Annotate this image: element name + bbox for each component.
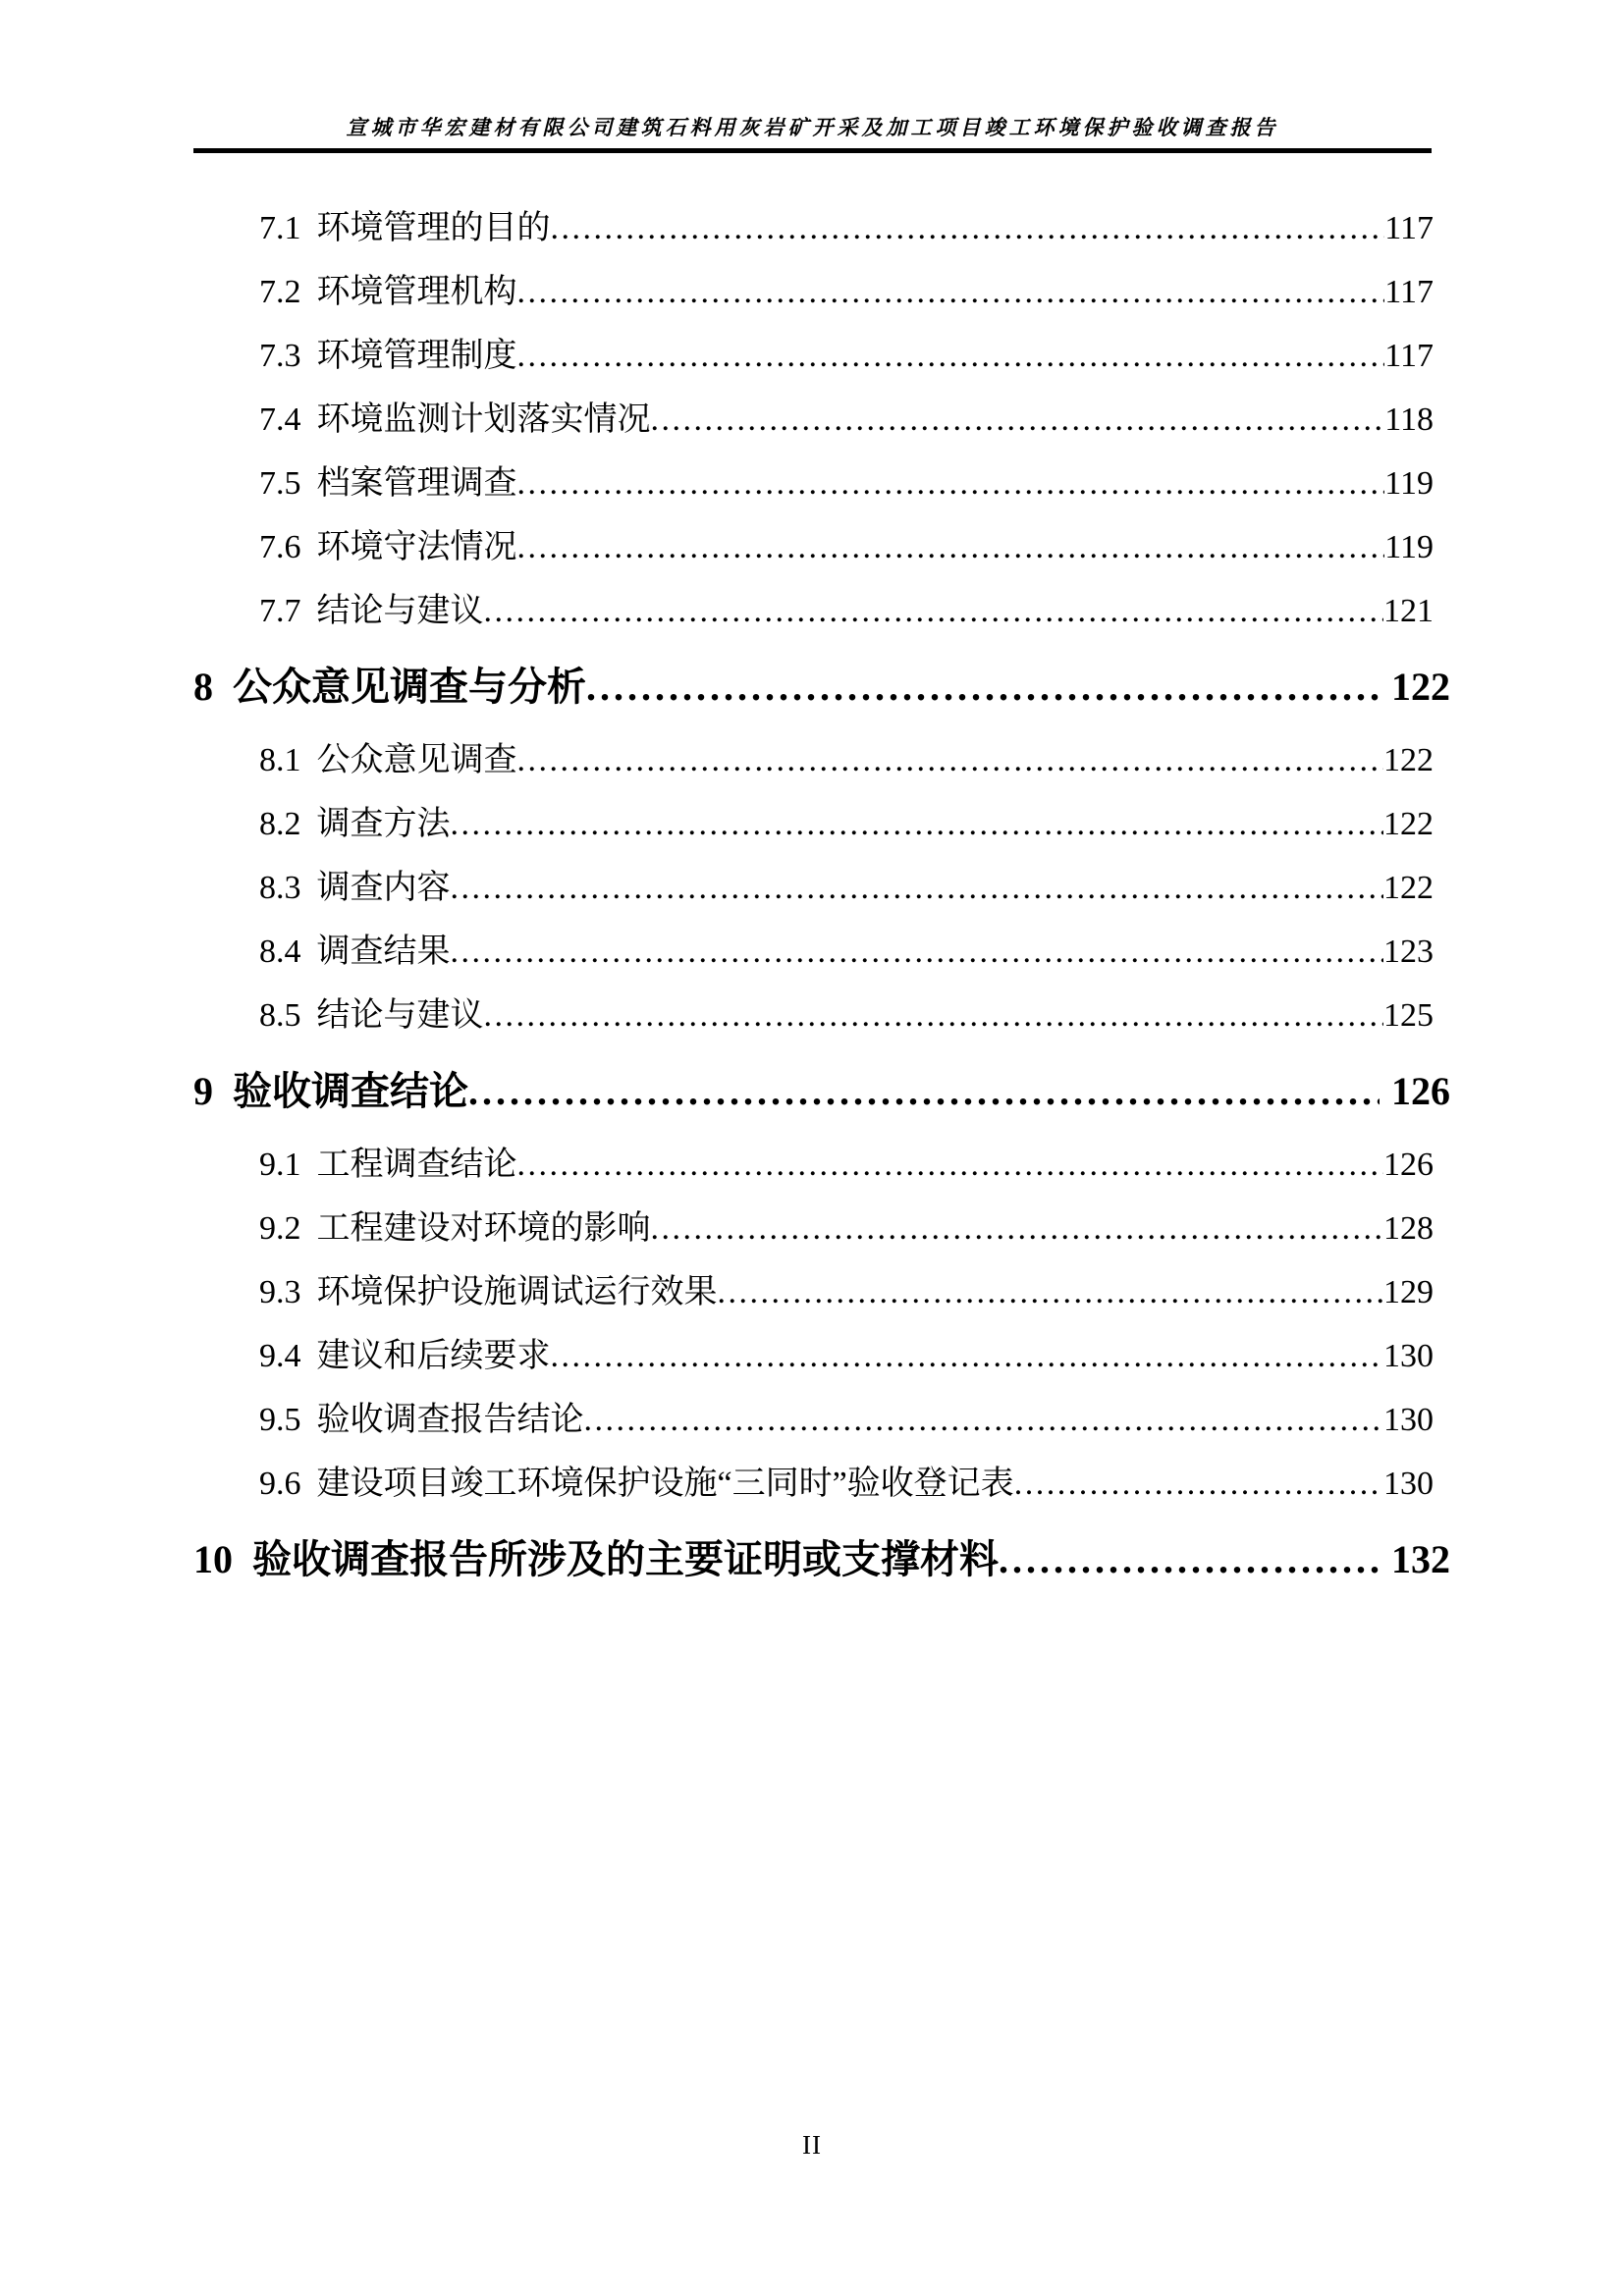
toc-dot-leader — [517, 515, 1385, 579]
toc-entry-title: 验收调查报告结论 — [316, 1402, 584, 1438]
toc-entry-page: 117 — [1384, 210, 1434, 246]
toc-entry-title: 环境管理机构 — [316, 274, 517, 310]
toc-entry-title: 验收调查报告所涉及的主要证明或支撑材料 — [252, 1537, 999, 1581]
toc-entry-title: 结论与建议 — [316, 997, 484, 1034]
toc-entry-number: 9.4 — [259, 1338, 301, 1374]
toc-entry — [0, 728, 1624, 792]
toc-entry-number: 9.5 — [259, 1402, 301, 1438]
toc-entry-number: 9.2 — [259, 1210, 301, 1247]
toc-entry-page: 132 — [1391, 1537, 1450, 1581]
toc-entry — [0, 1527, 1624, 1591]
toc-entry-title: 调查内容 — [316, 870, 451, 906]
toc-dot-leader — [551, 1324, 1384, 1388]
running-header-title: 宣城市华宏建材有限公司建筑石料用灰岩矿开采及加工项目竣工环境保护验收调查报告 — [346, 116, 1279, 139]
toc-dot-leader — [484, 984, 1384, 1047]
toc-entry-page: 122 — [1383, 742, 1434, 778]
toc-entry-number: 9 — [193, 1069, 213, 1113]
toc-entry-page: 117 — [1384, 274, 1434, 310]
header-rule — [193, 148, 1432, 153]
toc-dot-leader — [718, 1260, 1384, 1324]
toc-entry-title: 环境保护设施调试运行效果 — [316, 1274, 718, 1310]
toc-dot-leader — [517, 324, 1385, 388]
toc-list — [0, 196, 1624, 1601]
toc-entry-page: 130 — [1383, 1466, 1434, 1502]
toc-entry — [0, 196, 1624, 260]
toc-entry — [0, 856, 1624, 920]
toc-dot-leader — [484, 579, 1384, 643]
toc-entry-page: 118 — [1384, 401, 1434, 438]
toc-entry — [0, 655, 1624, 719]
toc-dot-leader — [451, 920, 1384, 984]
toc-entry-number: 10 — [193, 1537, 233, 1581]
toc-entry-number: 8.1 — [259, 742, 301, 778]
toc-entry — [0, 792, 1624, 856]
toc-entry — [0, 1260, 1624, 1324]
toc-entry-page: 121 — [1383, 593, 1434, 629]
toc-entry — [0, 1059, 1624, 1123]
toc-dot-leader — [551, 196, 1385, 260]
toc-entry-number: 7.4 — [259, 401, 301, 438]
toc-dot-leader — [1014, 1452, 1383, 1516]
toc-dot-leader — [517, 728, 1384, 792]
toc-entry-title: 建议和后续要求 — [316, 1338, 551, 1374]
toc-entry — [0, 920, 1624, 984]
toc-entry — [0, 1133, 1624, 1197]
toc-entry-page: 128 — [1383, 1210, 1434, 1247]
toc-entry-title: 调查结果 — [316, 934, 451, 970]
toc-entry-page: 129 — [1383, 1274, 1434, 1310]
toc-entry-page: 119 — [1384, 529, 1434, 565]
toc-dot-leader — [517, 1133, 1384, 1197]
toc-entry-title: 建设项目竣工环境保护设施“三同时”验收登记表 — [316, 1466, 1014, 1502]
toc-entry — [0, 1388, 1624, 1452]
toc-entry-page: 122 — [1383, 806, 1434, 842]
toc-entry-number: 8.2 — [259, 806, 301, 842]
toc-entry-number: 8 — [193, 665, 213, 709]
toc-entry — [0, 1452, 1624, 1516]
toc-entry-title: 环境管理制度 — [316, 338, 517, 374]
toc-entry-page: 122 — [1383, 870, 1434, 906]
toc-entry — [0, 452, 1624, 515]
toc-entry-number: 8.4 — [259, 934, 301, 970]
toc-entry-number: 7.6 — [259, 529, 301, 565]
toc-entry-page: 122 — [1391, 665, 1450, 709]
toc-dot-leader — [999, 1527, 1380, 1591]
toc-entry-title: 公众意见调查与分析 — [233, 665, 586, 709]
toc-entry — [0, 388, 1624, 452]
toc-dot-leader — [451, 856, 1384, 920]
toc-dot-leader — [451, 792, 1384, 856]
toc-entry-number: 7.5 — [259, 465, 301, 502]
toc-entry — [0, 515, 1624, 579]
toc-entry-title: 环境守法情况 — [316, 529, 517, 565]
toc-entry — [0, 1197, 1624, 1260]
toc-entry-title: 档案管理调查 — [316, 465, 517, 502]
toc-dot-leader — [517, 452, 1385, 515]
toc-entry-title: 公众意见调查 — [316, 742, 517, 778]
toc-entry-page: 119 — [1384, 465, 1434, 502]
toc-entry-number: 9.3 — [259, 1274, 301, 1310]
toc-dot-leader — [468, 1059, 1380, 1123]
toc-entry-number: 7.3 — [259, 338, 301, 374]
toc-entry-number: 9.6 — [259, 1466, 301, 1502]
toc-entry-page: 125 — [1383, 997, 1434, 1034]
toc-dot-leader — [584, 1388, 1384, 1452]
toc-entry-page: 117 — [1384, 338, 1434, 374]
toc-entry-title: 调查方法 — [316, 806, 451, 842]
toc-entry-title: 结论与建议 — [316, 593, 484, 629]
toc-entry-number: 7.7 — [259, 593, 301, 629]
toc-entry — [0, 579, 1624, 643]
toc-dot-leader — [586, 655, 1380, 719]
toc-entry-title: 工程建设对环境的影响 — [316, 1210, 651, 1247]
toc-entry-number: 9.1 — [259, 1147, 301, 1183]
toc-entry — [0, 260, 1624, 324]
toc-entry-title: 环境监测计划落实情况 — [316, 401, 651, 438]
toc-entry-page: 130 — [1383, 1338, 1434, 1374]
toc-entry-page: 126 — [1383, 1147, 1434, 1183]
toc-entry-title: 工程调查结论 — [316, 1147, 517, 1183]
toc-entry-title: 验收调查结论 — [233, 1069, 468, 1113]
toc-entry-number: 8.3 — [259, 870, 301, 906]
page-number-footer: II — [802, 2130, 822, 2160]
toc-entry-number: 8.5 — [259, 997, 301, 1034]
toc-dot-leader — [651, 1197, 1384, 1260]
toc-dot-leader — [517, 260, 1385, 324]
toc-dot-leader — [651, 388, 1385, 452]
toc-entry — [0, 984, 1624, 1047]
toc-entry-page: 130 — [1383, 1402, 1434, 1438]
toc-entry — [0, 324, 1624, 388]
toc-entry-page: 123 — [1383, 934, 1434, 970]
toc-entry-number: 7.2 — [259, 274, 301, 310]
toc-entry-page: 126 — [1391, 1069, 1450, 1113]
toc-entry-number: 7.1 — [259, 210, 301, 246]
toc-entry-title: 环境管理的目的 — [316, 210, 551, 246]
toc-entry — [0, 1324, 1624, 1388]
